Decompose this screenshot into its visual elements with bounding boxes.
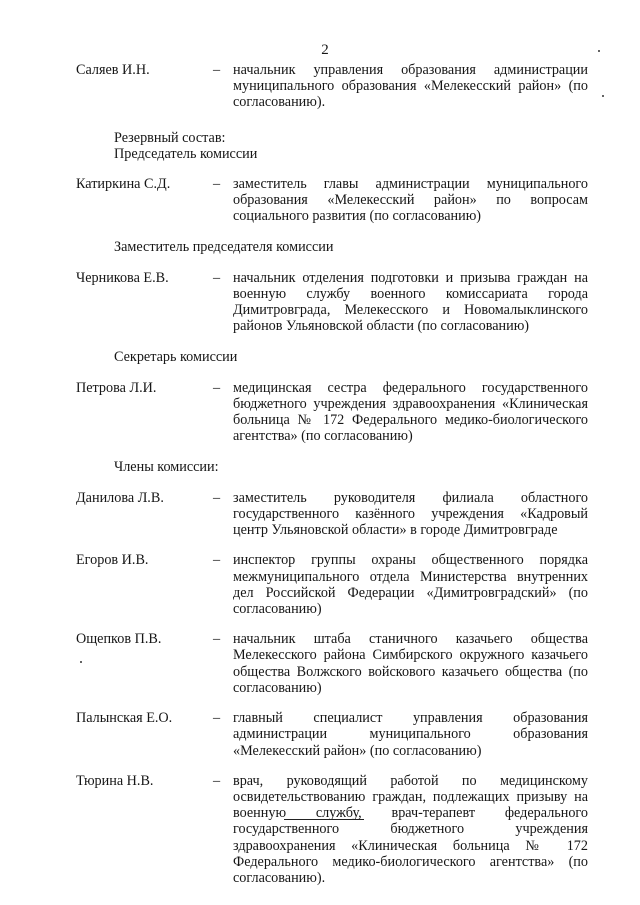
dash: –	[213, 489, 221, 506]
member-name: Саляев И.Н.	[76, 62, 150, 78]
dash: –	[213, 772, 221, 789]
dash: –	[213, 379, 221, 396]
member-entry	[76, 176, 588, 225]
section-label: Председатель комиссии	[114, 145, 258, 162]
member-name: Данилова Л.В.	[76, 489, 164, 506]
member-description: начальник управления образования администрации муниципального образования «Мелекесский район» (по согласованию).	[233, 62, 588, 111]
member-name: Егоров И.В.	[76, 552, 149, 569]
member-description: главный специалист управления образования администрации муниципального образования «Мелекесский район» (по согласованию)	[233, 710, 588, 759]
dash: –	[213, 269, 221, 286]
section-heading-members	[76, 459, 588, 475]
section-heading-deputy	[76, 239, 588, 255]
member-entry	[76, 62, 588, 111]
member-description: заместитель главы администрации муниципального образования «Мелекесский район» по вопросам социального развития (по согласованию)	[233, 176, 588, 225]
member-description: начальник отделения подготовки и призыва граждан на военную службу военного комиссариата города Димитровграда, Мелекесского и Новомалыклинского районов Ульяновской области (по согласованию)	[233, 269, 588, 335]
member-description: медицинская сестра федерального государственного бюджетного учреждения здравоохранения «Клиническая больница № 172 Федерального медико-биологического агентства» (по согласованию)	[233, 379, 588, 445]
member-entry	[76, 710, 588, 759]
section-label: Резервный состав:	[114, 129, 226, 146]
member-entry	[76, 270, 588, 335]
member-entry	[76, 380, 588, 445]
section-label: Заместитель председателя комиссии	[114, 238, 334, 255]
dash: –	[213, 552, 221, 569]
member-name: Тюрина Н.В.	[76, 772, 154, 789]
dash: –	[213, 176, 221, 193]
member-description: начальник штаба станичного казачьего общества Мелекесского района Симбирского окружного казачьего общества Волжского войскового казачьего общества (по согласованию)	[233, 631, 588, 696]
member-name: Палынская Е.О.	[76, 710, 173, 727]
member-entry	[76, 631, 588, 696]
section-heading-secretary	[76, 349, 588, 365]
scan-speck	[602, 95, 604, 97]
member-entry	[76, 773, 588, 886]
member-entry	[76, 552, 588, 617]
dash: –	[213, 631, 221, 648]
member-name: Петрова Л.И.	[76, 379, 157, 396]
member-description: заместитель руководителя филиала областного государственного казённого учреждения «Кадровый центр Ульяновской области» в городе Димитровграде	[233, 489, 588, 539]
scan-speck	[598, 50, 600, 52]
document-body	[76, 62, 588, 886]
member-entry	[76, 490, 588, 539]
member-name: Катиркина С.Д.	[76, 176, 171, 193]
dash: –	[213, 710, 221, 727]
closing-rule	[284, 819, 364, 820]
member-description: врач, руководящий работой по медицинскому освидетельствованию граждан, подлежащих призыву на военную службу, врач-терапевт федерального государственного бюджетного учреждения здравоохранения «Клиническая больница № 172 Федерального медико-биологического агентства» (по согласованию).	[233, 772, 588, 886]
section-label: Члены комиссии:	[114, 458, 219, 475]
page-number: 2	[321, 42, 329, 58]
dash: –	[213, 62, 221, 78]
member-description: инспектор группы охраны общественного порядка межмуниципального отдела Министерства внутренних дел Российской Федерации «Димитровградский» (по согласованию)	[233, 552, 588, 618]
section-heading-reserve	[76, 130, 588, 162]
member-name: Ощепков П.В.	[76, 631, 162, 648]
scan-speck	[80, 661, 82, 663]
section-label: Секретарь комиссии	[114, 348, 238, 365]
member-name: Черникова Е.В.	[76, 269, 169, 286]
